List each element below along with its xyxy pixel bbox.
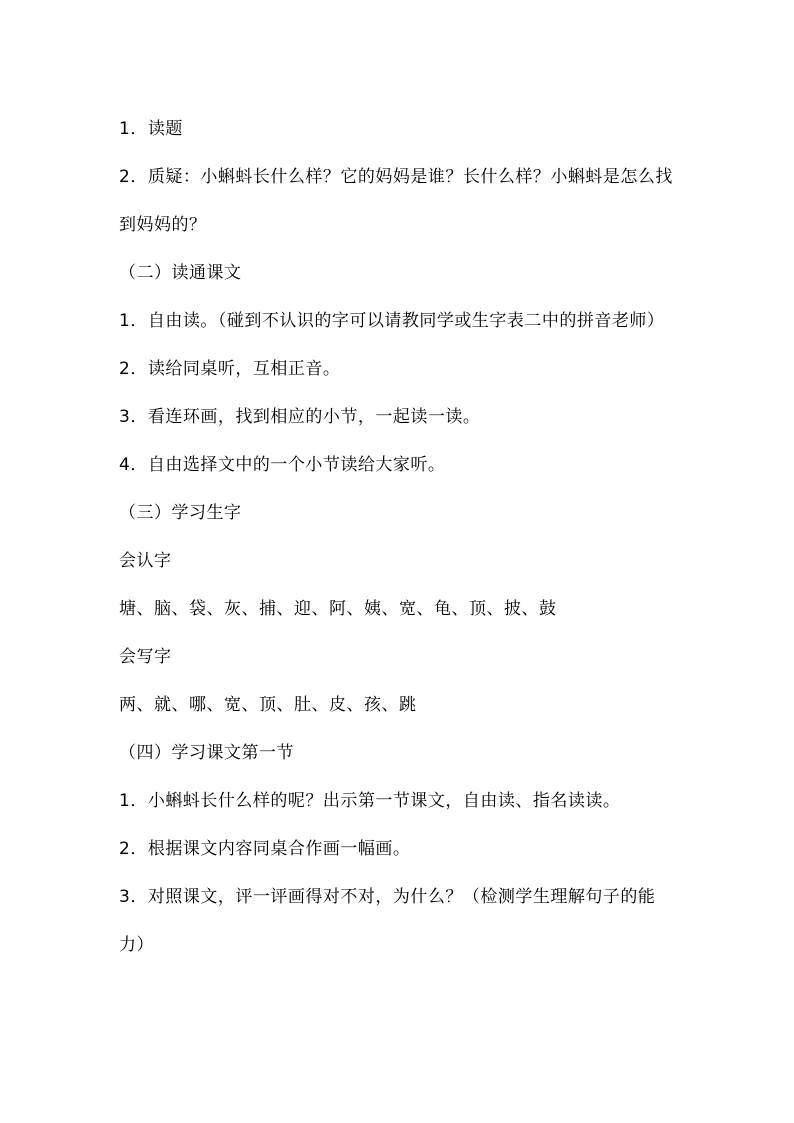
list-recognize-characters: 塘、脑、袋、灰、捕、迎、阿、姨、宽、龟、顶、披、鼓 bbox=[119, 599, 557, 619]
list-write-characters: 两、就、哪、宽、顶、肚、皮、孩、跳 bbox=[119, 695, 417, 715]
paragraph-evaluate-drawing: 3．对照课文，评一评画得对不对，为什么？（检测学生理解句子的能力） bbox=[119, 887, 656, 955]
document-body bbox=[119, 105, 679, 969]
paragraph-read-title: 1．读题 bbox=[119, 119, 183, 139]
paragraph-free-reading: 1．自由读。（碰到不认识的字可以请教同学或生字表二中的拼音老师） bbox=[119, 311, 665, 331]
paragraph-read-to-deskmate: 2．读给同桌听，互相正音。 bbox=[119, 359, 341, 379]
section-heading-new-characters: （三）学习生字 bbox=[119, 503, 242, 523]
paragraph-tadpole-look: 1．小蝌蚪长什么样的呢？出示第一节课文，自由读、指名读读。 bbox=[119, 791, 621, 811]
label-write-characters: 会写字 bbox=[119, 647, 172, 667]
section-heading-first-section: （四）学习课文第一节 bbox=[119, 743, 294, 763]
label-recognize-characters: 会认字 bbox=[119, 551, 172, 571]
paragraph-questions: 2．质疑：小蝌蚪长什么样？它的妈妈是谁？长什么样？小蝌蚪是怎么找到妈妈的？ bbox=[119, 167, 673, 235]
section-heading-read-through: （二）读通课文 bbox=[119, 263, 242, 283]
paragraph-comic-strip: 3．看连环画，找到相应的小节，一起读一读。 bbox=[119, 407, 481, 427]
paragraph-draw-picture: 2．根据课文内容同桌合作画一幅画。 bbox=[119, 839, 411, 859]
paragraph-choose-section: 4．自由选择文中的一个小节读给大家听。 bbox=[119, 455, 446, 475]
